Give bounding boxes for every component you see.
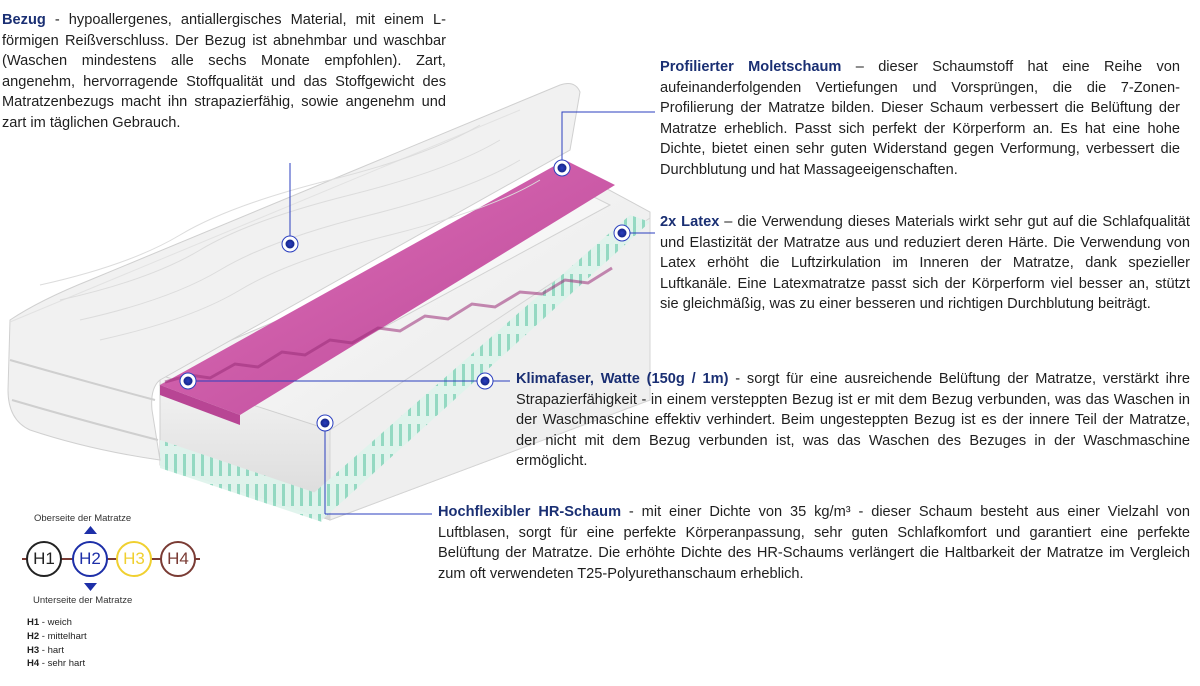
hardness-h3: H3 [116,541,152,577]
hr-text: - mit einer Dichte von 35 kg/m³ - dieser Schaum besteht aus einer Vielzahl von Luftblasen, sorgt für eine perfekte Körperanpassung, sehr guten Schlafkomfort und garantiert eine perfekte Belüftung der Matratze. Die erhöhte Dichte des HR-Schaums verlängert die Haltbarkeit der Matratze im Vergleich zum oft verwendeten T25-Polyurethanschaum erheblich. [438,504,1190,582]
legend-item [27,657,87,671]
legend-code: H4 [27,658,40,670]
hardness-h2: H2 [72,541,108,577]
hardness-legend [27,616,87,671]
molet-title: Profilierter Moletschaum [660,59,842,75]
legend-code: H1 [27,617,40,628]
legend-desc: - weich [39,617,72,628]
marker-bezug [282,236,298,252]
legend-code: H2 [27,630,40,642]
bezug-title: Bezug [2,12,46,28]
arrow-down-icon [84,583,97,591]
bezug-text: - hypoallergenes, antiallergisches Material, mit einem L-förmigen Reißverschluss. Der Bezug ist abnehmbar und waschbar (Waschen mindestens alle sechs Monate empfohlen). Zart, angenehm, hervorragende Stoffqualität und das Stoffgewicht des Matratzenbezugs macht ihn strapazierfähig, sowie angenehm und zart im täglichen Gebrauch. [2,12,446,131]
latex-text: – die Verwendung dieses Materials wirkt sehr gut auf die Schlafqualität und Elastizität der Matratze aus und reduziert deren Härte. Die Verwendung von Latex erhöht die Luftzirkulation im Inneren der Matratze, dank spezieller Luftkanäle. Eine Latexmatratze passt sich der Körperform viel besser an, stützt sie gleichmäßig, was zu einer besseren und richtigen Durchblutung beiträgt. [660,214,1190,313]
marker-hr [317,415,333,431]
klima-title: Klimafaser, Watte (150g / 1m) [516,371,729,387]
legend-desc: - hart [39,644,64,656]
latex-description [660,212,1190,315]
legend-code: H3 [27,644,40,656]
latex-title: 2x Latex [660,214,720,230]
klima-text: - sorgt für eine ausreichende Belüftung der Matratze, verstärkt ihre Strapazierfähigkeit - in einem versteppten Bezug ist er mit dem Bezug verbunden, was das Waschen in der Waschmaschine effektiv verhindert. Beim ungesteppten Bezug ist es der innere Teil der Matratze, der nicht mit dem Bezug verbunden ist, was das Waschen des Bezuges in der Waschmaschine ermöglicht. [516,371,1190,470]
marker-klima-end [477,373,493,389]
legend-item [27,644,87,658]
legend-desc: - sehr hart [39,658,86,670]
legend-desc: - mittelhart [39,630,87,642]
hardness-indicator [0,0,200,686]
hr-description [438,502,1190,584]
hardness-h4: H4 [160,541,196,577]
marker-latex [614,225,630,241]
top-side-label: Oberseite der Matratze [34,513,132,524]
hr-title: Hochflexibler HR-Schaum [438,504,622,520]
klima-description [516,369,1190,472]
molet-text: – dieser Schaumstoff hat eine Reihe von aufeinanderfolgenden Vertiefungen und Vorsprüngen, die die 7-Zonen-Profilierung der Matratze bilden. Dieser Schaum verbessert die Belüftung der Matratze erheblich. Passt sich perfekt der Körperform an. Es hat eine hohe Dichte, bietet einen sehr guten Widerstand gegen Verformung, verbessert die Durchblutung und hat Massageeigenschaften. [660,59,1180,178]
marker-molet [554,160,570,176]
bottom-side-label: Unterseite der Matratze [33,595,133,606]
hardness-h1: H1 [26,541,62,577]
legend-item [27,616,87,630]
legend-item [27,630,87,644]
arrow-up-icon [84,526,97,534]
molet-description [660,57,1180,181]
